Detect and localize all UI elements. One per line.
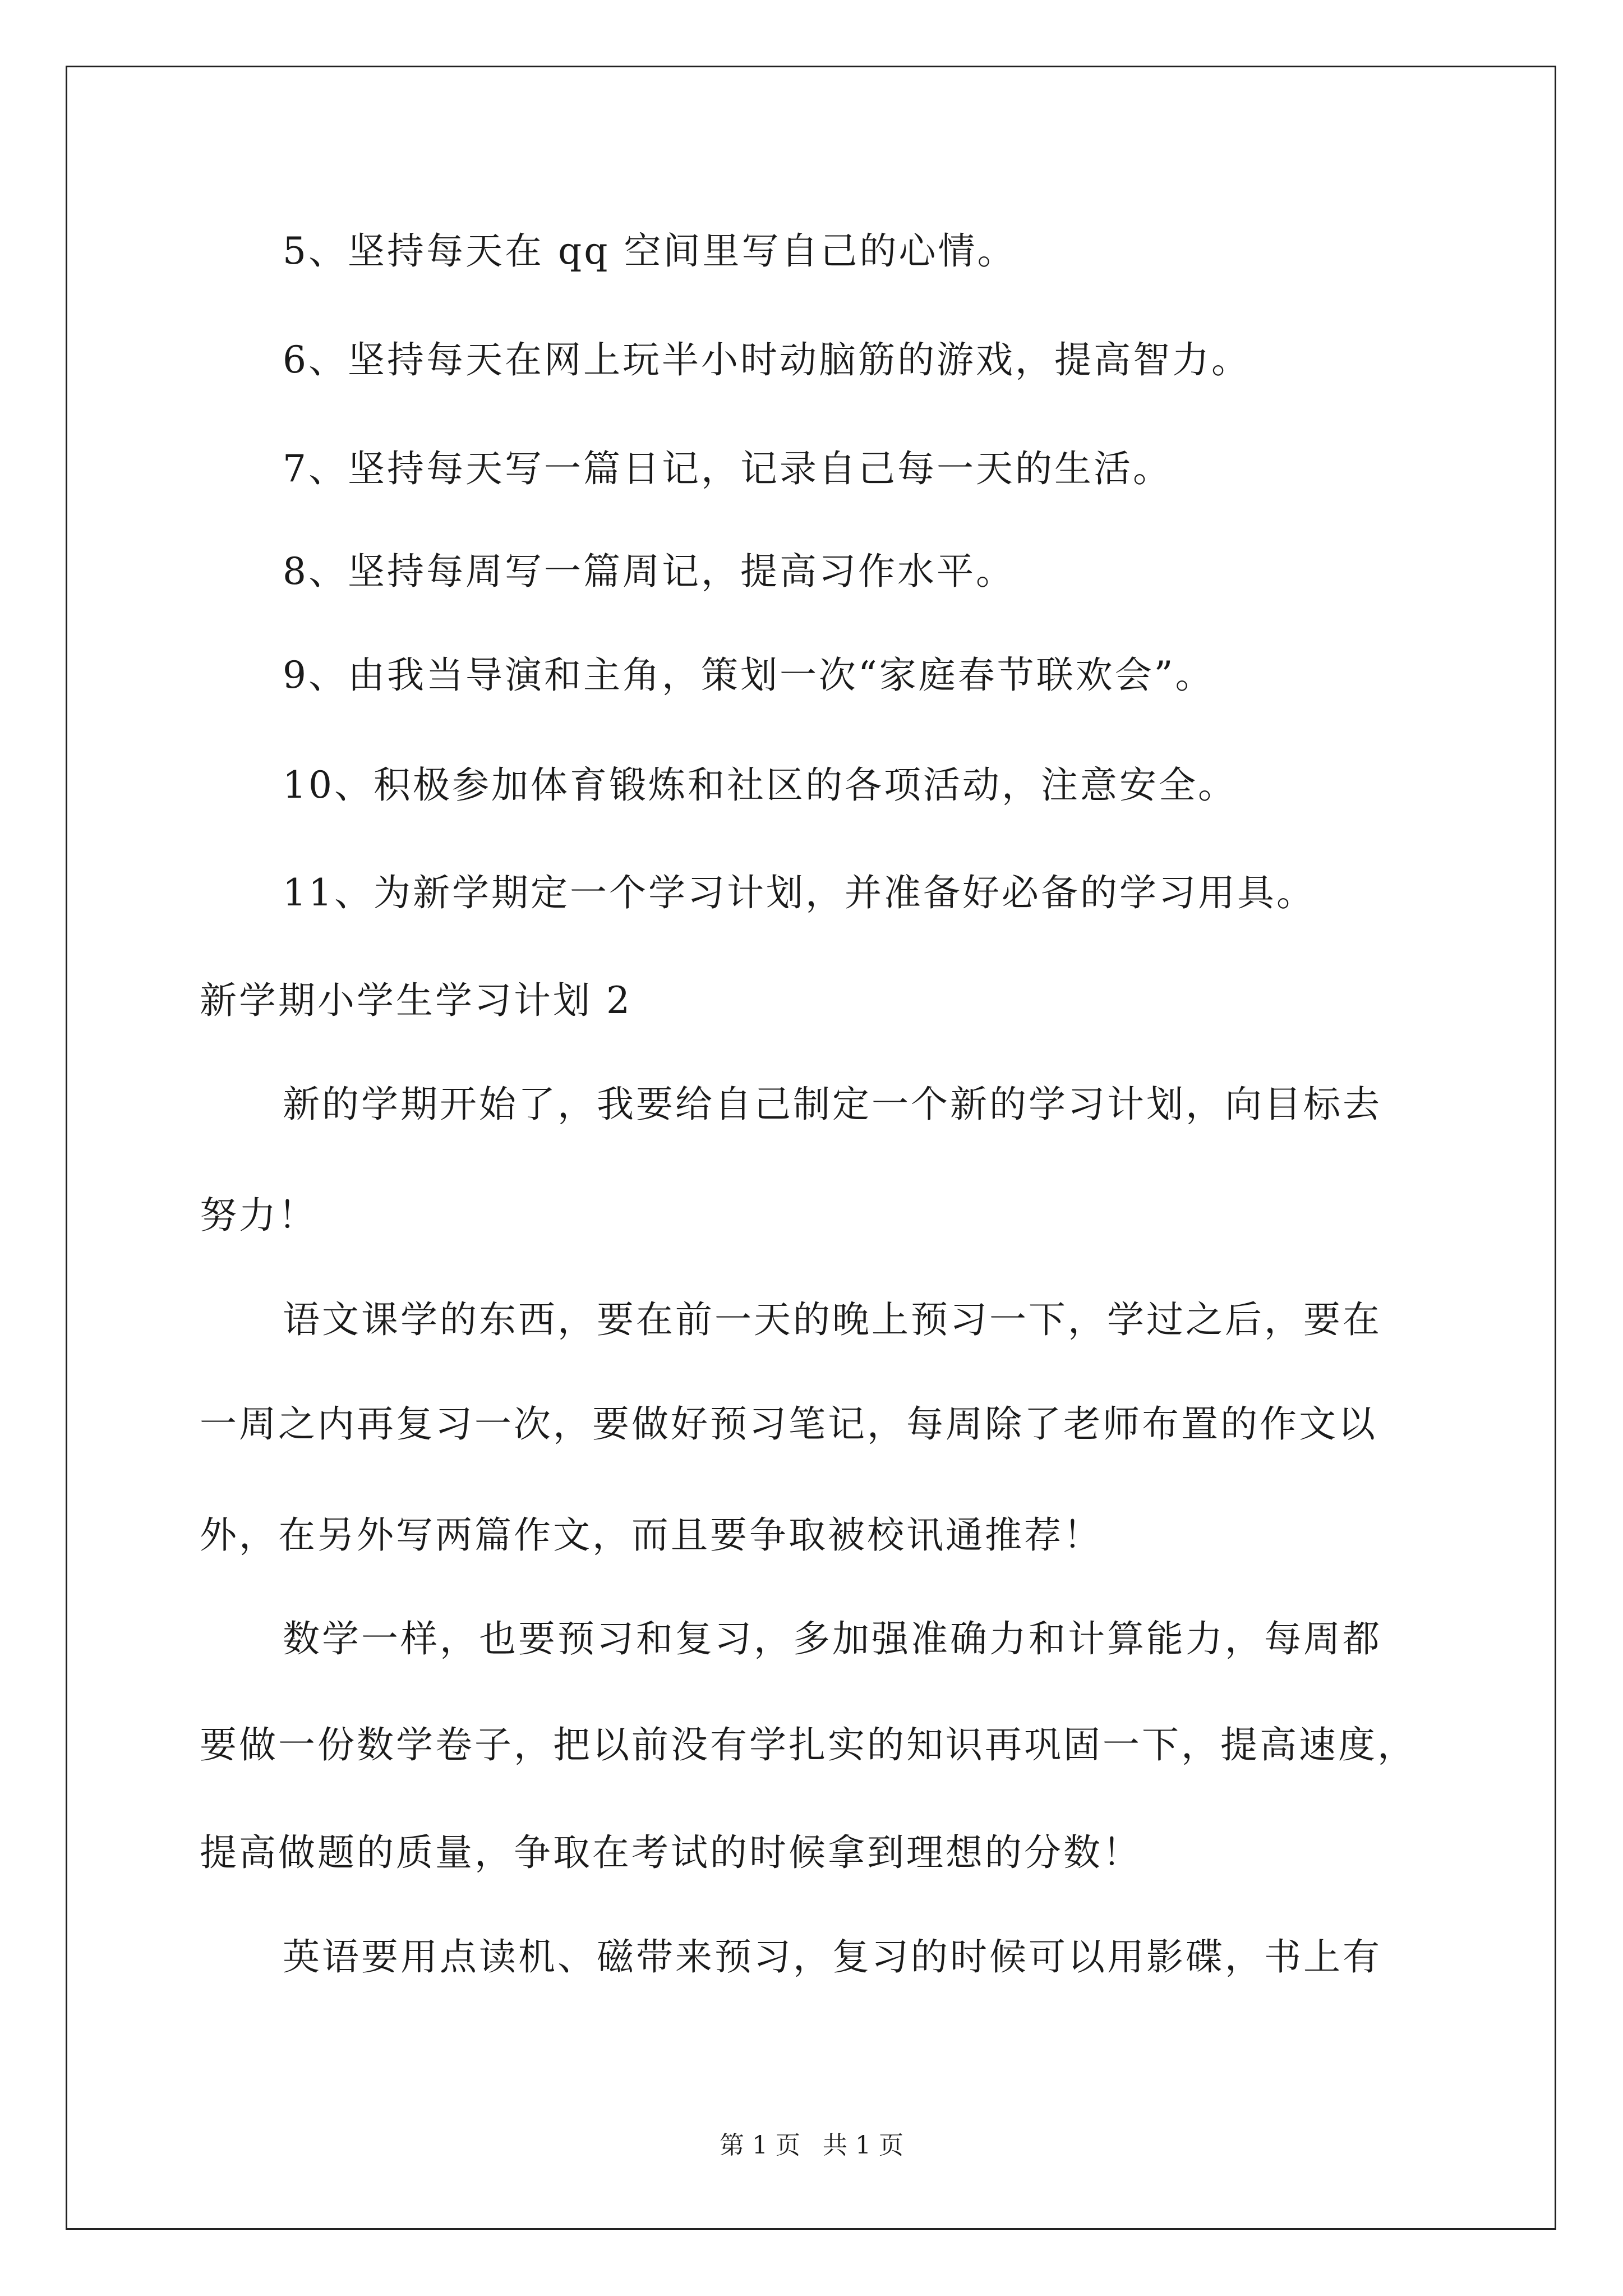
list-item: 7、坚持每天写一篇日记，记录自己每一天的生活。 <box>283 447 1172 490</box>
paragraph-line: 要做一份数学卷子，把以前没有学扎实的知识再巩固一下，提高速度， <box>200 1723 1417 1766</box>
paragraph-line: 语文课学的东西，要在前一天的晚上预习一下，学过之后，要在 <box>283 1298 1382 1341</box>
section-heading: 新学期小学生学习计划 2 <box>200 979 632 1022</box>
page-border <box>66 66 1556 2230</box>
list-item: 9、由我当导演和主角，策划一次“家庭春节联欢会”。 <box>283 654 1215 697</box>
paragraph-line: 外，在另外写两篇作文，而且要争取被校讯通推荐！ <box>200 1513 1103 1557</box>
paragraph-line: 英语要用点读机、磁带来预习，复习的时候可以用影碟，书上有 <box>283 1935 1382 1978</box>
list-item: 5、坚持每天在 qq 空间里写自己的心情。 <box>283 229 1017 273</box>
paragraph-line: 努力！ <box>200 1194 317 1237</box>
list-item: 10、积极参加体育锻炼和社区的各项活动，注意安全。 <box>283 763 1237 807</box>
page-total: 共 1 页 <box>823 2131 903 2160</box>
list-item: 11、为新学期定一个学习计划，并准备好必备的学习用具。 <box>283 871 1316 914</box>
paragraph-line: 提高做题的质量，争取在考试的时候拿到理想的分数！ <box>200 1831 1142 1874</box>
paragraph-line: 数学一样，也要预习和复习，多加强准确力和计算能力，每周都 <box>283 1617 1382 1660</box>
page-number: 第 1 页 <box>720 2131 800 2160</box>
page-footer <box>0 2130 1623 2161</box>
paragraph-line: 新的学期开始了，我要给自己制定一个新的学习计划，向目标去 <box>283 1083 1382 1126</box>
list-item: 6、坚持每天在网上玩半小时动脑筋的游戏，提高智力。 <box>283 338 1251 381</box>
list-item: 8、坚持每周写一篇周记，提高习作水平。 <box>283 550 1015 593</box>
paragraph-line: 一周之内再复习一次，要做好预习笔记，每周除了老师布置的作文以 <box>200 1402 1377 1446</box>
